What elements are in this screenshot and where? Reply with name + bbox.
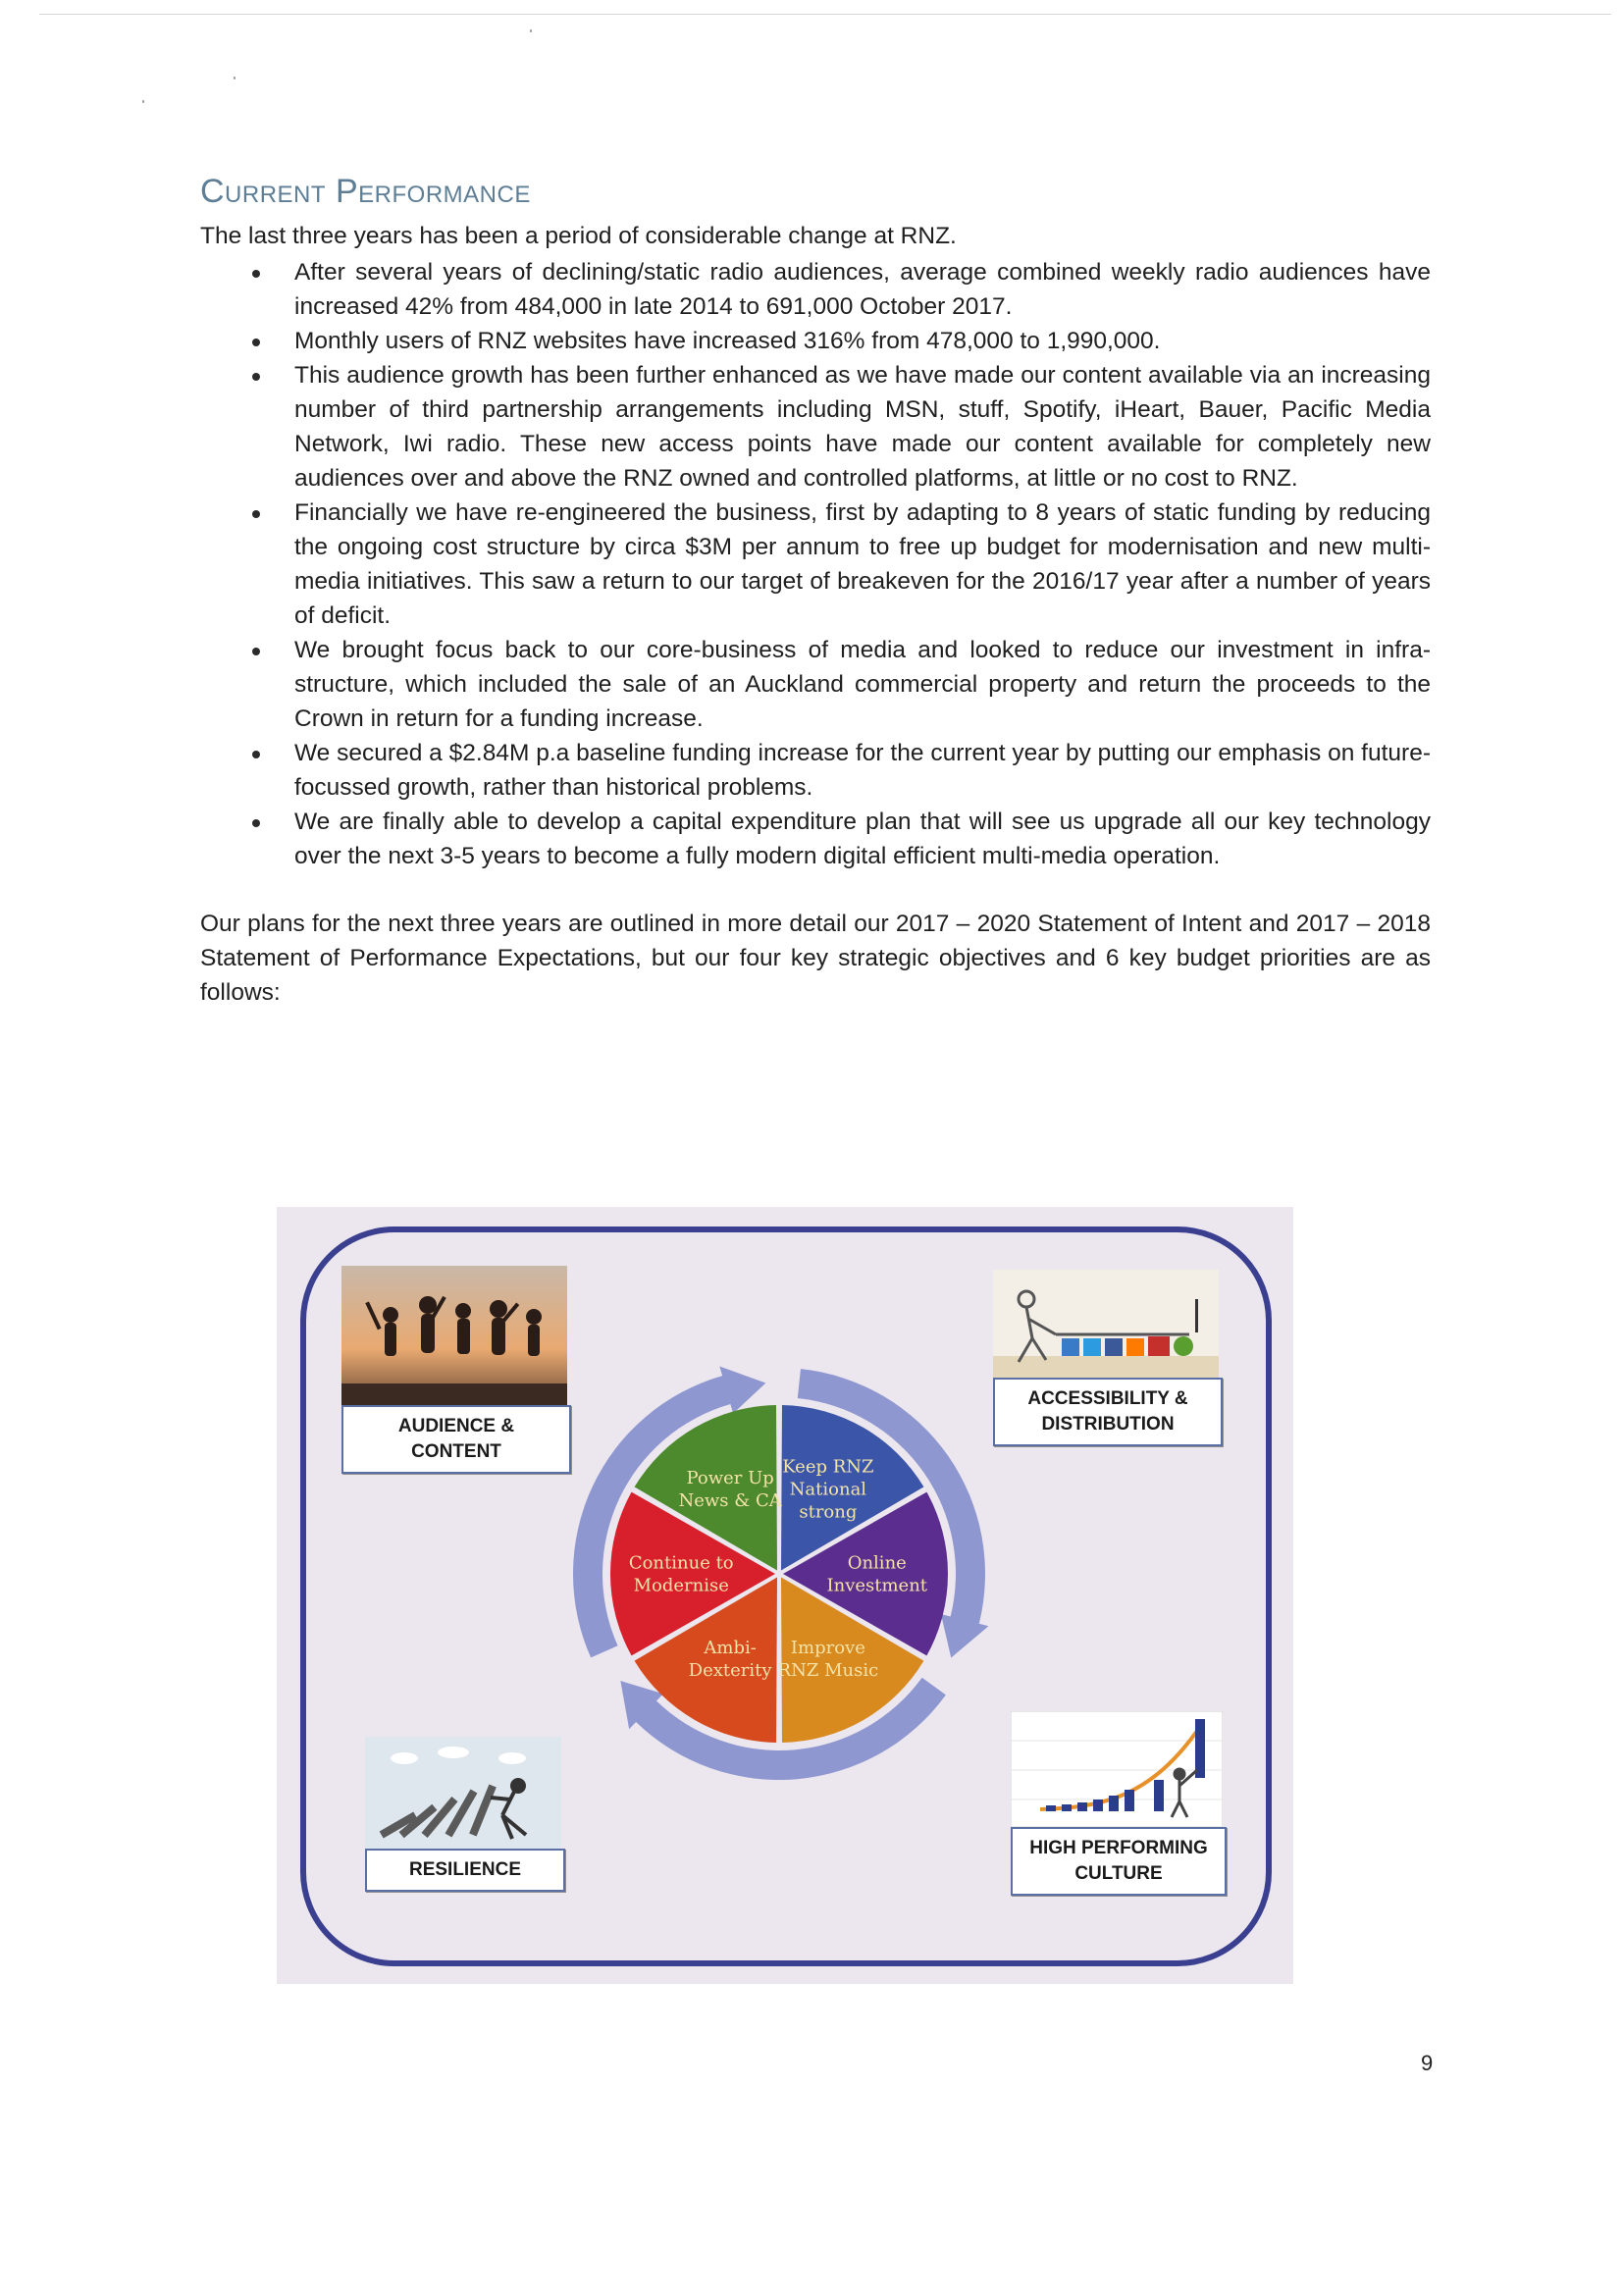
label-high-performing-culture: HIGH PERFORMING CULTURE [1011,1827,1227,1896]
label-accessibility-distribution: ACCESSIBILITY & DISTRIBUTION [993,1378,1223,1446]
label-audience-content: AUDIENCE & CONTENT [341,1405,571,1474]
audience-photo [341,1266,567,1405]
bullet-dot [252,339,260,346]
pie-segment-label: Power Up News & CA [678,1468,782,1512]
bullet-item: We brought focus back to our core-business of media and looked to reduce our investment in infra-structure, which included the sale of an Auckland commercial property and return the proceeds to the Crown in return for a funding increase. [294,633,1431,736]
pie-segment-label: Ambi-Dexterity [688,1637,772,1681]
performance-bullet-list [200,255,1431,873]
bullet-item: After several years of declining/static radio audiences, average combined weekly radio audiences have increased 42% from 484,000 in late 2014 to 691,000 October 2017. [294,255,1431,324]
bullet-dot [252,648,260,655]
bullet-dot [252,510,260,518]
current-performance-section [200,173,1431,1034]
section-heading: Current Performance [200,173,531,210]
budget-priorities-pie [553,1348,1005,1800]
scan-speck [234,77,236,79]
bullet-dot [252,373,260,381]
intro-text: The last three years has been a period of considerable change at RNZ. [200,223,957,249]
pie-segment-label: Online Investment [826,1552,928,1596]
resilience-illustration [365,1737,561,1849]
bullet-item: Monthly users of RNZ websites have increased 316% from 478,000 to 1,990,000. [294,324,1431,358]
label-resilience: RESILIENCE [365,1849,565,1892]
bullet-dot [252,270,260,278]
bullet-item: We are finally able to develop a capital expenditure plan that will see us upgrade all our key technology over the next 3-5 years to become a fully modern digital efficient multi-media operation. [294,805,1431,873]
scan-speck [530,29,532,32]
top-rule [39,14,1611,15]
pie-segment-label: Improve RNZ Music [777,1637,879,1681]
accessibility-illustration [993,1270,1219,1378]
bullet-dot [252,751,260,758]
bullet-item: This audience growth has been further enhanced as we have made our content available via an increasing number of third partnership arrangements including MSN, stuff, Spotify, iHeart, Bauer, Pacific Media Network, Iwi radio. These new access points have made our content available for completely new audiences over and above the RNZ owned and controlled platforms, at little or no cost to RNZ. [294,358,1431,496]
page-number: 9 [1421,2051,1434,2075]
bullet-dot [252,819,260,827]
bullet-item: We secured a $2.84M p.a baseline funding increase for the current year by putting our emphasis on future-focussed growth, rather than historical problems. [294,736,1431,805]
pie-segment-label: Continue to Modernise [628,1552,734,1596]
pie-segment-label: Keep RNZ National strong [782,1456,874,1523]
strategy-diagram [277,1207,1293,1984]
culture-illustration [1011,1711,1223,1827]
bullet-item: Financially we have re-engineered the business, first by adapting to 8 years of static funding by reducing the ongoing cost structure by circa $3M per annum to free up budget for modernisation and new multi-media initiatives. This saw a return to our target of breakeven for the 2016/17 year after a number of years of deficit. [294,496,1431,633]
scan-speck [142,100,144,103]
outro-text: Our plans for the next three years are outlined in more detail our 2017 – 2020 Statement of Intent and 2017 – 2018 Statement of Performance Expectations, but our four key strategic objectives and 6 key budget priorities are as follows: [200,911,1431,1006]
